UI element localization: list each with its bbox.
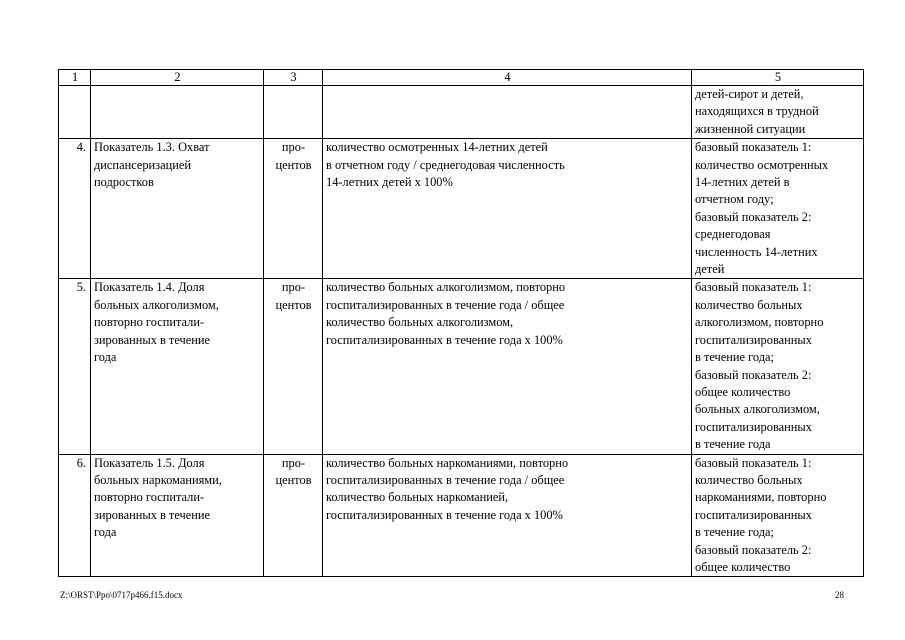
text-line: центов	[275, 297, 312, 312]
text-line: в течение года;	[695, 525, 775, 540]
header-cell: 2	[91, 70, 264, 86]
text-line: среднегодовая	[695, 227, 771, 242]
indicator-name-cell	[91, 139, 264, 279]
text-line: базовый показатель 2:	[695, 542, 812, 557]
text-line: центов	[275, 157, 312, 172]
text-line: 14-летних детей в	[695, 175, 790, 190]
text-line: больных алкоголизмом,	[94, 297, 219, 312]
unit-cell	[264, 139, 323, 279]
text-line: года	[94, 350, 117, 365]
text-line: наркоманиями, повторно	[695, 490, 827, 505]
table-row	[59, 454, 864, 577]
base-indicator-cell	[692, 454, 864, 577]
header-cell: 5	[692, 70, 864, 86]
text-line: госпитализированных	[695, 419, 812, 434]
text-line: госпитализированных в течение года х 100%	[326, 507, 563, 522]
text-line: базовый показатель 1:	[695, 140, 812, 155]
text-line: базовый показатель 1:	[695, 280, 812, 295]
text-line: 14-летних детей х 100%	[326, 175, 453, 190]
table-row	[59, 139, 864, 279]
text-line: количество больных	[695, 472, 803, 487]
text-line: про-	[281, 280, 306, 295]
text-line: в отчетном году / среднегодовая численность	[326, 157, 565, 172]
text-line: госпитализированных в течение года / общее	[326, 297, 565, 312]
text-line: количество больных	[695, 297, 803, 312]
text-line: Показатель 1.5. Доля	[94, 455, 205, 470]
text-line: количество больных наркоманиями, повторно	[326, 455, 569, 470]
text-line: жизненной ситуации	[695, 121, 806, 136]
text-line: центов	[275, 472, 312, 487]
text-line: базовый показатель 1:	[695, 455, 812, 470]
text-line: больных алкоголизмом,	[695, 402, 820, 417]
footer-file-path: Z:\ORST\Ppo\0717p466.f15.docx	[60, 590, 183, 600]
text-line: зированных в течение	[94, 332, 211, 347]
text-line: про-	[281, 140, 306, 155]
text-line: количество осмотренных 14-летних детей	[326, 140, 548, 155]
formula-cell	[323, 139, 692, 279]
text-line: количество больных алкоголизмом, повторно	[326, 280, 566, 295]
text-line: алкоголизмом, повторно	[695, 315, 824, 330]
text-line: отчетном году;	[695, 192, 774, 207]
text-line: количество больных наркоманией,	[326, 490, 509, 505]
text-line: в течение года;	[695, 350, 775, 365]
formula-cell	[323, 454, 692, 577]
text-line: зированных в течение	[94, 507, 211, 522]
text-line: госпитализированных	[695, 332, 812, 347]
row-number: 5.	[59, 279, 91, 454]
text-line: Показатель 1.3. Охват	[94, 140, 210, 155]
unit-cell	[264, 279, 323, 454]
indicator-name-cell	[91, 454, 264, 577]
base-indicator-cell	[692, 139, 864, 279]
text-line: госпитализированных	[695, 507, 812, 522]
text-line: диспансеризацией	[94, 157, 191, 172]
text-line: численность 14-летних	[695, 244, 818, 259]
base-indicator-cell	[692, 86, 864, 139]
header-cell: 3	[264, 70, 323, 86]
table-cell	[323, 86, 692, 139]
row-number: 4.	[59, 139, 91, 279]
base-indicator-cell	[692, 279, 864, 454]
text-line: про-	[281, 455, 306, 470]
text-line: госпитализированных в течение года х 100%	[326, 332, 563, 347]
indicator-name-cell	[91, 279, 264, 454]
formula-cell	[323, 279, 692, 454]
text-line: детей-сирот и детей,	[695, 87, 804, 101]
text-line: базовый показатель 2:	[695, 209, 812, 224]
header-row	[59, 70, 864, 86]
row-number: 6.	[59, 454, 91, 577]
text-line: общее количество	[695, 384, 791, 399]
header-cell: 1	[59, 70, 91, 86]
text-line: базовый показатель 2:	[695, 367, 812, 382]
text-line: общее количество	[695, 559, 791, 574]
table-cell	[264, 86, 323, 139]
indicator-table	[58, 69, 864, 577]
text-line: Показатель 1.4. Доля	[94, 280, 205, 295]
table-row	[59, 279, 864, 454]
unit-cell	[264, 454, 323, 577]
text-line: повторно госпитали-	[94, 315, 205, 330]
page-number: 28	[835, 590, 844, 600]
continuation-row	[59, 86, 864, 139]
text-line: находящихся в трудной	[695, 104, 819, 119]
text-line: количество осмотренных	[695, 157, 829, 172]
header-cell: 4	[323, 70, 692, 86]
text-line: года	[94, 525, 117, 540]
text-line: в течение года	[695, 437, 771, 452]
text-line: больных наркоманиями,	[94, 472, 222, 487]
text-line: количество больных алкоголизмом,	[326, 315, 514, 330]
text-line: детей	[695, 262, 725, 277]
text-line: госпитализированных в течение года / общее	[326, 472, 565, 487]
text-line: подростков	[94, 175, 154, 190]
text-line: повторно госпитали-	[94, 490, 205, 505]
table-cell	[59, 86, 91, 139]
table-cell	[91, 86, 264, 139]
